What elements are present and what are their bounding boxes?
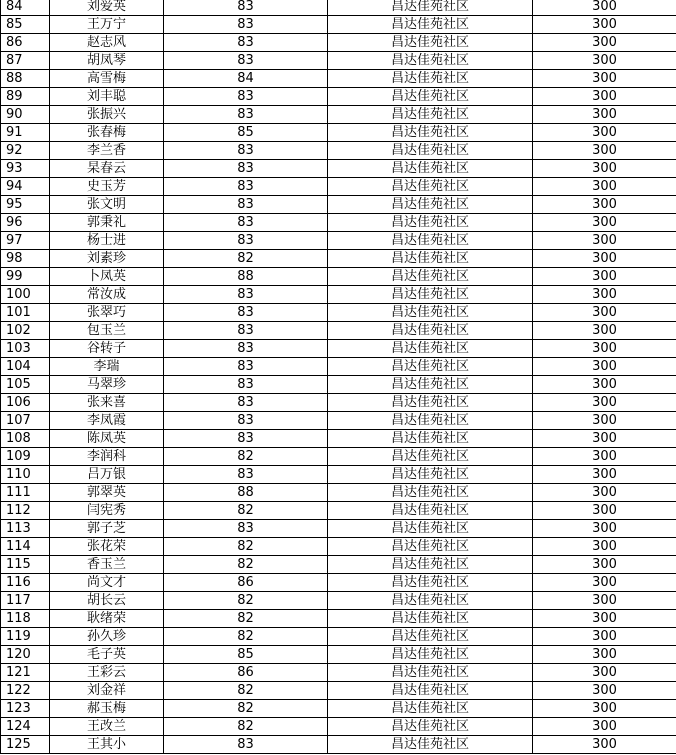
community-cell: 昌达佳苑社区 [328, 466, 533, 484]
name-cell: 高雪梅 [50, 70, 164, 88]
table-row [1, 34, 676, 52]
name-cell: 刘素珍 [50, 250, 164, 268]
row-index-cell: 118 [1, 610, 50, 628]
community-cell: 昌达佳苑社区 [328, 88, 533, 106]
table-row [1, 106, 676, 124]
name-cell: 刘金祥 [50, 682, 164, 700]
row-index-cell: 114 [1, 538, 50, 556]
age-cell: 82 [164, 592, 328, 610]
row-index-cell: 92 [1, 142, 50, 160]
age-cell: 86 [164, 664, 328, 682]
age-cell: 83 [164, 736, 328, 754]
age-cell: 86 [164, 574, 328, 592]
age-cell: 83 [164, 394, 328, 412]
name-cell: 王其小 [50, 736, 164, 754]
row-index-cell: 93 [1, 160, 50, 178]
table-row [1, 664, 676, 682]
table-row [1, 502, 676, 520]
age-cell: 83 [164, 232, 328, 250]
name-cell: 郭子芝 [50, 520, 164, 538]
table-row [1, 682, 676, 700]
row-index-cell: 86 [1, 34, 50, 52]
age-cell: 83 [164, 304, 328, 322]
community-cell: 昌达佳苑社区 [328, 160, 533, 178]
name-cell: 杨士进 [50, 232, 164, 250]
amount-cell: 300 [533, 52, 676, 70]
name-cell: 马翠珍 [50, 376, 164, 394]
amount-cell: 300 [533, 412, 676, 430]
name-cell: 王改兰 [50, 718, 164, 736]
row-index-cell: 88 [1, 70, 50, 88]
age-cell: 83 [164, 412, 328, 430]
community-cell: 昌达佳苑社区 [328, 664, 533, 682]
name-cell: 香玉兰 [50, 556, 164, 574]
age-cell: 83 [164, 466, 328, 484]
age-cell: 82 [164, 502, 328, 520]
amount-cell: 300 [533, 628, 676, 646]
age-cell: 82 [164, 610, 328, 628]
amount-cell: 300 [533, 376, 676, 394]
name-cell: 李凤霞 [50, 412, 164, 430]
amount-cell: 300 [533, 178, 676, 196]
name-cell: 包玉兰 [50, 322, 164, 340]
table-row [1, 574, 676, 592]
name-cell: 闫宪秀 [50, 502, 164, 520]
amount-cell: 300 [533, 340, 676, 358]
table-row [1, 412, 676, 430]
amount-cell: 300 [533, 664, 676, 682]
amount-cell: 300 [533, 106, 676, 124]
age-cell: 83 [164, 52, 328, 70]
community-cell: 昌达佳苑社区 [328, 538, 533, 556]
age-cell: 83 [164, 214, 328, 232]
row-index-cell: 102 [1, 322, 50, 340]
row-index-cell: 115 [1, 556, 50, 574]
name-cell: 赵志风 [50, 34, 164, 52]
community-cell: 昌达佳苑社区 [328, 142, 533, 160]
row-index-cell: 98 [1, 250, 50, 268]
community-cell: 昌达佳苑社区 [328, 16, 533, 34]
table-row [1, 628, 676, 646]
amount-cell: 300 [533, 70, 676, 88]
name-cell: 史玉芳 [50, 178, 164, 196]
name-cell: 王万宁 [50, 16, 164, 34]
table-row [1, 286, 676, 304]
amount-cell: 300 [533, 718, 676, 736]
amount-cell: 300 [533, 0, 676, 16]
row-index-cell: 106 [1, 394, 50, 412]
age-cell: 85 [164, 124, 328, 142]
community-cell: 昌达佳苑社区 [328, 718, 533, 736]
community-cell: 昌达佳苑社区 [328, 340, 533, 358]
row-index-cell: 109 [1, 448, 50, 466]
amount-cell: 300 [533, 88, 676, 106]
amount-cell: 300 [533, 16, 676, 34]
table-row [1, 466, 676, 484]
age-cell: 83 [164, 340, 328, 358]
name-cell: 张振兴 [50, 106, 164, 124]
row-index-cell: 116 [1, 574, 50, 592]
name-cell: 张文明 [50, 196, 164, 214]
row-index-cell: 122 [1, 682, 50, 700]
community-cell: 昌达佳苑社区 [328, 520, 533, 538]
row-index-cell: 112 [1, 502, 50, 520]
amount-cell: 300 [533, 250, 676, 268]
table-row [1, 52, 676, 70]
table-row [1, 142, 676, 160]
community-cell: 昌达佳苑社区 [328, 214, 533, 232]
community-cell: 昌达佳苑社区 [328, 106, 533, 124]
name-cell: 张来喜 [50, 394, 164, 412]
name-cell: 李瑞 [50, 358, 164, 376]
amount-cell: 300 [533, 538, 676, 556]
row-index-cell: 91 [1, 124, 50, 142]
row-index-cell: 107 [1, 412, 50, 430]
amount-cell: 300 [533, 286, 676, 304]
age-cell: 82 [164, 538, 328, 556]
community-cell: 昌达佳苑社区 [328, 232, 533, 250]
name-cell: 刘丰聪 [50, 88, 164, 106]
community-cell: 昌达佳苑社区 [328, 556, 533, 574]
amount-cell: 300 [533, 610, 676, 628]
name-cell: 张花荣 [50, 538, 164, 556]
age-cell: 83 [164, 160, 328, 178]
age-cell: 83 [164, 322, 328, 340]
community-cell: 昌达佳苑社区 [328, 52, 533, 70]
amount-cell: 300 [533, 160, 676, 178]
community-cell: 昌达佳苑社区 [328, 286, 533, 304]
amount-cell: 300 [533, 34, 676, 52]
table-row [1, 268, 676, 286]
age-cell: 83 [164, 196, 328, 214]
amount-cell: 300 [533, 502, 676, 520]
age-cell: 82 [164, 628, 328, 646]
table-row [1, 538, 676, 556]
name-cell: 李兰香 [50, 142, 164, 160]
amount-cell: 300 [533, 574, 676, 592]
age-cell: 83 [164, 376, 328, 394]
community-cell: 昌达佳苑社区 [328, 574, 533, 592]
community-cell: 昌达佳苑社区 [328, 34, 533, 52]
name-cell: 常汝成 [50, 286, 164, 304]
age-cell: 83 [164, 286, 328, 304]
community-cell: 昌达佳苑社区 [328, 250, 533, 268]
table-row [1, 160, 676, 178]
age-cell: 82 [164, 682, 328, 700]
name-cell: 尚文才 [50, 574, 164, 592]
table-row [1, 592, 676, 610]
amount-cell: 300 [533, 124, 676, 142]
amount-cell: 300 [533, 448, 676, 466]
amount-cell: 300 [533, 214, 676, 232]
row-index-cell: 113 [1, 520, 50, 538]
table-row [1, 610, 676, 628]
community-cell: 昌达佳苑社区 [328, 358, 533, 376]
community-cell: 昌达佳苑社区 [328, 700, 533, 718]
table-row [1, 196, 676, 214]
row-index-cell: 96 [1, 214, 50, 232]
row-index-cell: 125 [1, 736, 50, 754]
amount-cell: 300 [533, 556, 676, 574]
community-cell: 昌达佳苑社区 [328, 736, 533, 754]
name-cell: 张翠巧 [50, 304, 164, 322]
row-index-cell: 124 [1, 718, 50, 736]
row-index-cell: 89 [1, 88, 50, 106]
amount-cell: 300 [533, 484, 676, 502]
row-index-cell: 104 [1, 358, 50, 376]
name-cell: 耿绪荣 [50, 610, 164, 628]
age-cell: 82 [164, 556, 328, 574]
row-index-cell: 105 [1, 376, 50, 394]
table-row [1, 70, 676, 88]
row-index-cell: 117 [1, 592, 50, 610]
amount-cell: 300 [533, 232, 676, 250]
name-cell: 杲春云 [50, 160, 164, 178]
row-index-cell: 119 [1, 628, 50, 646]
table-row [1, 484, 676, 502]
row-index-cell: 97 [1, 232, 50, 250]
amount-cell: 300 [533, 466, 676, 484]
community-cell: 昌达佳苑社区 [328, 0, 533, 16]
table-row [1, 340, 676, 358]
row-index-cell: 99 [1, 268, 50, 286]
table-row [1, 250, 676, 268]
table-row [1, 700, 676, 718]
name-cell: 陈凤英 [50, 430, 164, 448]
row-index-cell: 85 [1, 16, 50, 34]
age-cell: 83 [164, 88, 328, 106]
row-index-cell: 111 [1, 484, 50, 502]
amount-cell: 300 [533, 736, 676, 754]
table-row [1, 376, 676, 394]
row-index-cell: 95 [1, 196, 50, 214]
community-cell: 昌达佳苑社区 [328, 70, 533, 88]
table-body [1, 0, 676, 754]
community-cell: 昌达佳苑社区 [328, 412, 533, 430]
name-cell: 卜凤英 [50, 268, 164, 286]
row-index-cell: 84 [1, 0, 50, 16]
table-row [1, 448, 676, 466]
age-cell: 88 [164, 484, 328, 502]
table-row [1, 718, 676, 736]
community-cell: 昌达佳苑社区 [328, 646, 533, 664]
age-cell: 85 [164, 646, 328, 664]
community-cell: 昌达佳苑社区 [328, 124, 533, 142]
row-index-cell: 121 [1, 664, 50, 682]
name-cell: 毛子英 [50, 646, 164, 664]
amount-cell: 300 [533, 358, 676, 376]
table-row [1, 736, 676, 754]
age-cell: 83 [164, 178, 328, 196]
age-cell: 82 [164, 448, 328, 466]
community-cell: 昌达佳苑社区 [328, 304, 533, 322]
community-cell: 昌达佳苑社区 [328, 376, 533, 394]
table-row [1, 88, 676, 106]
community-cell: 昌达佳苑社区 [328, 484, 533, 502]
age-cell: 84 [164, 70, 328, 88]
age-cell: 83 [164, 358, 328, 376]
row-index-cell: 87 [1, 52, 50, 70]
amount-cell: 300 [533, 700, 676, 718]
row-index-cell: 110 [1, 466, 50, 484]
amount-cell: 300 [533, 430, 676, 448]
amount-cell: 300 [533, 592, 676, 610]
community-cell: 昌达佳苑社区 [328, 430, 533, 448]
table-row [1, 394, 676, 412]
age-cell: 82 [164, 250, 328, 268]
age-cell: 82 [164, 700, 328, 718]
amount-cell: 300 [533, 394, 676, 412]
age-cell: 83 [164, 520, 328, 538]
community-cell: 昌达佳苑社区 [328, 628, 533, 646]
amount-cell: 300 [533, 682, 676, 700]
table-row [1, 178, 676, 196]
table-row [1, 214, 676, 232]
amount-cell: 300 [533, 646, 676, 664]
community-cell: 昌达佳苑社区 [328, 178, 533, 196]
table-row [1, 124, 676, 142]
name-cell: 张春梅 [50, 124, 164, 142]
community-cell: 昌达佳苑社区 [328, 268, 533, 286]
name-cell: 胡长云 [50, 592, 164, 610]
name-cell: 谷转子 [50, 340, 164, 358]
table-row [1, 0, 676, 16]
community-cell: 昌达佳苑社区 [328, 682, 533, 700]
row-index-cell: 123 [1, 700, 50, 718]
name-cell: 郭秉礼 [50, 214, 164, 232]
row-index-cell: 100 [1, 286, 50, 304]
community-cell: 昌达佳苑社区 [328, 196, 533, 214]
row-index-cell: 103 [1, 340, 50, 358]
amount-cell: 300 [533, 322, 676, 340]
row-index-cell: 94 [1, 178, 50, 196]
community-cell: 昌达佳苑社区 [328, 448, 533, 466]
table-row [1, 358, 676, 376]
table-row [1, 556, 676, 574]
community-cell: 昌达佳苑社区 [328, 610, 533, 628]
community-cell: 昌达佳苑社区 [328, 502, 533, 520]
community-cell: 昌达佳苑社区 [328, 322, 533, 340]
name-cell: 刘爱英 [50, 0, 164, 16]
name-cell: 胡凤琴 [50, 52, 164, 70]
amount-cell: 300 [533, 196, 676, 214]
row-index-cell: 90 [1, 106, 50, 124]
table-row [1, 232, 676, 250]
age-cell: 83 [164, 0, 328, 16]
table-row [1, 520, 676, 538]
table-row [1, 646, 676, 664]
age-cell: 83 [164, 34, 328, 52]
age-cell: 82 [164, 718, 328, 736]
name-cell: 孙久珍 [50, 628, 164, 646]
table-row [1, 430, 676, 448]
amount-cell: 300 [533, 268, 676, 286]
age-cell: 83 [164, 430, 328, 448]
table-row [1, 322, 676, 340]
community-cell: 昌达佳苑社区 [328, 592, 533, 610]
row-index-cell: 120 [1, 646, 50, 664]
table-row [1, 16, 676, 34]
age-cell: 83 [164, 142, 328, 160]
community-cell: 昌达佳苑社区 [328, 394, 533, 412]
age-cell: 88 [164, 268, 328, 286]
name-cell: 李润科 [50, 448, 164, 466]
amount-cell: 300 [533, 520, 676, 538]
age-cell: 83 [164, 16, 328, 34]
name-cell: 郭翠英 [50, 484, 164, 502]
age-cell: 83 [164, 106, 328, 124]
amount-cell: 300 [533, 142, 676, 160]
amount-cell: 300 [533, 304, 676, 322]
row-index-cell: 108 [1, 430, 50, 448]
table-row [1, 304, 676, 322]
name-cell: 郝玉梅 [50, 700, 164, 718]
name-cell: 吕万银 [50, 466, 164, 484]
row-index-cell: 101 [1, 304, 50, 322]
name-cell: 王彩云 [50, 664, 164, 682]
